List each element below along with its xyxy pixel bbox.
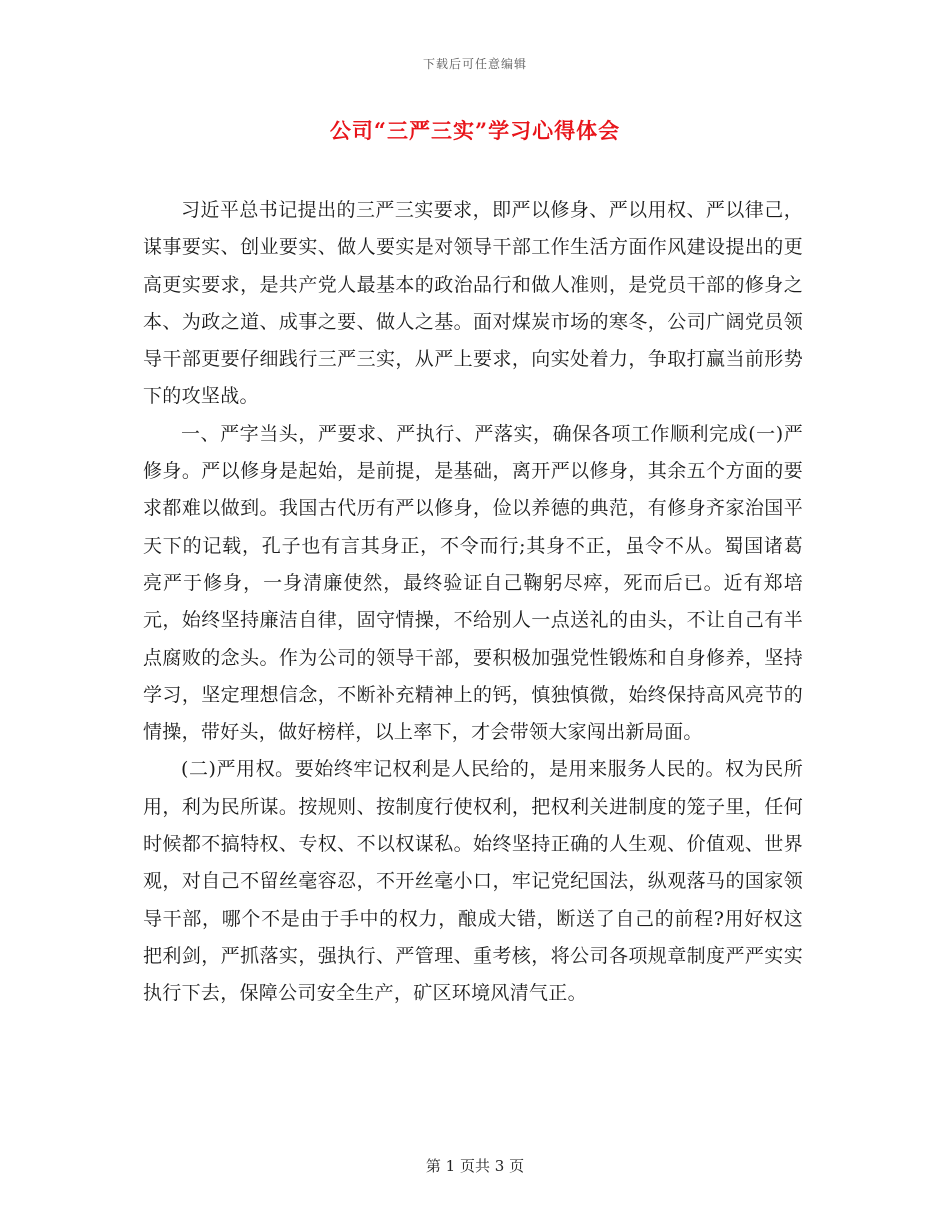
paragraph-section-one: 一、严字当头，严要求、严执行、严落实，确保各项工作顺利完成(一)严修身。严以修身是起始，是前提，是基础，离开严以修身，其余五个方面的要求都难以做到。我国古代历有严以修身，俭以养德的典范，有修身齐家治国平天下的记载，孔子也有言其身正，不令而行;其身不正，虽令不从。蜀国诸葛亮严于修身，一身清廉使然，最终验证自己鞠躬尽瘁，死而后已。近有郑培元，始终坚持廉洁自律，固守情操，不给别人一点送礼的由头，不让自己有半点腐败的念头。作为公司的领导干部，要积极加强党性锻炼和自身修养，坚持学习，坚定理想信念，不断补充精神上的钙，慎独慎微，始终保持高风亮节的情操，带好头，做好榜样，以上率下，才会带领大家闯出新局面。 [143, 422, 803, 744]
document-title: 公司“三严三实”学习心得体会 [329, 118, 621, 143]
header-note: 下载后可任意编辑 [422, 57, 527, 71]
page-number-footer: 第 1 页共 3 页 [425, 1157, 525, 1175]
paragraph-intro: 习近平总书记提出的三严三实要求，即严以修身、严以用权、严以律己，谋事要实、创业要实、做人要实是对领导干部工作生活方面作风建设提出的更高更实要求，是共产党人最基本的政治品行和做人准则，是党员干部的修身之本、为政之道、成事之要、做人之基。面对煤炭市场的寒冬，公司广阔党员领导干部更要仔细践行三严三实，从严上要求，向实处着力，争取打赢当前形势下的攻坚战。 [143, 199, 803, 408]
paragraph-section-two: (二)严用权。要始终牢记权利是人民给的，是用来服务人民的。权为民所用，利为民所谋。按规则、按制度行使权利，把权利关进制度的笼子里，任何时候都不搞特权、专权、不以权谋私。始终坚持正确的人生观、价值观、世界观，对自己不留丝毫容忍，不开丝毫小口，牢记党纪国法，纵观落马的国家领导干部，哪个不是由于手中的权力，酿成大错，断送了自己的前程?用好权这把利剑，严抓落实，强执行、严管理、重考核，将公司各项规章制度严严实实执行下去，保障公司安全生产，矿区环境风清气正。 [143, 758, 803, 1005]
document-body [143, 192, 803, 1013]
